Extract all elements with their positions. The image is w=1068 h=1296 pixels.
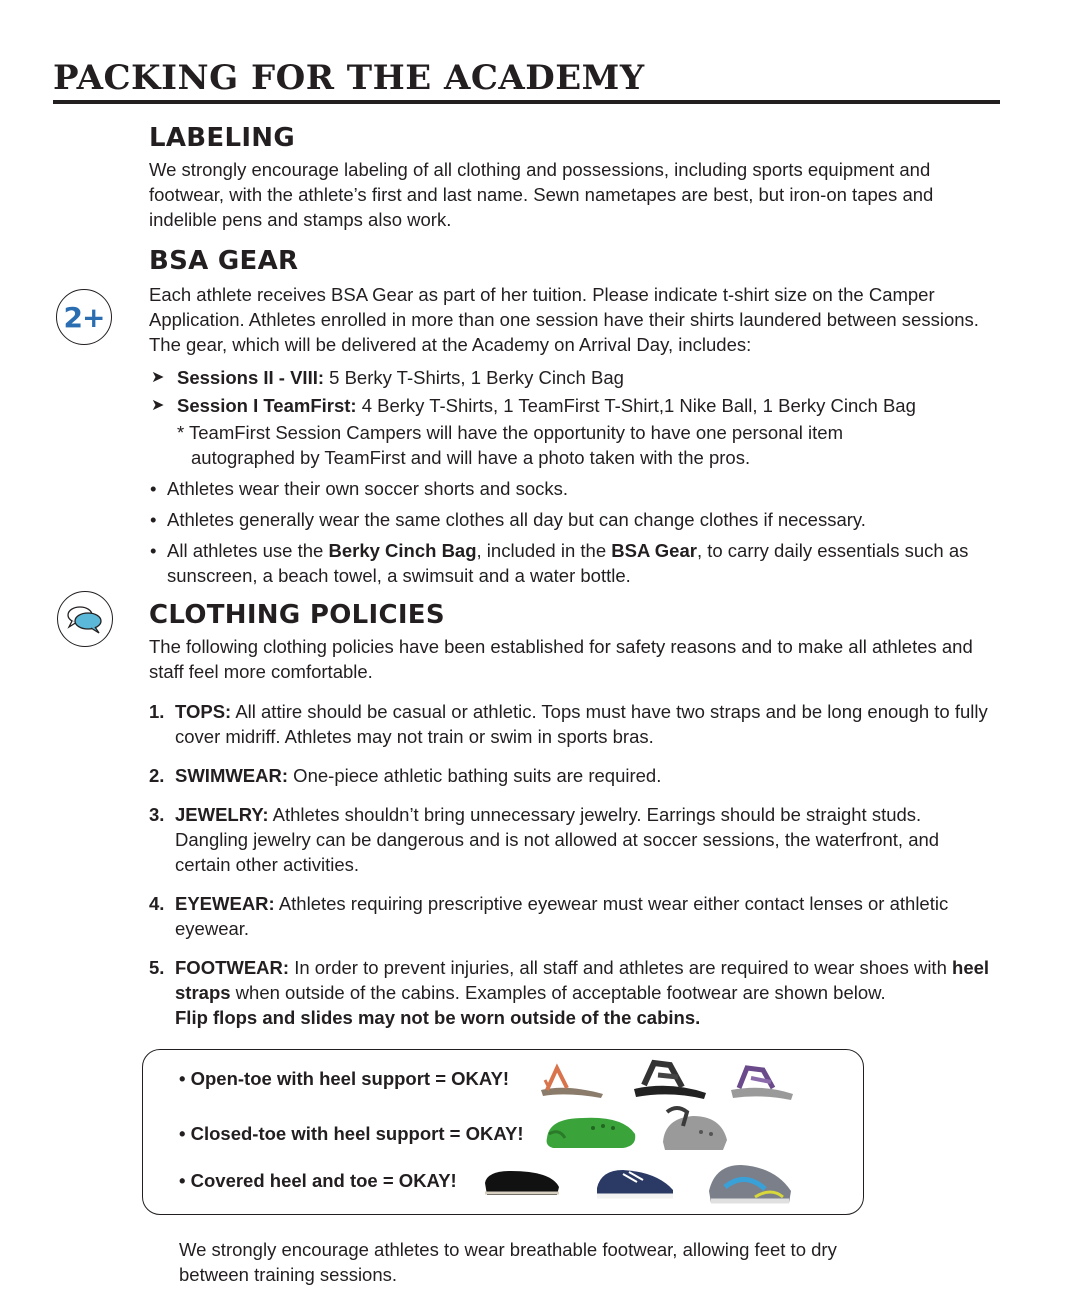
policy-number: 5. bbox=[149, 957, 165, 978]
labeling-section bbox=[149, 122, 999, 232]
bsa-gear-section bbox=[149, 245, 999, 588]
list-item: • Athletes generally wear the same clothes all day but can change clothes if necessary. bbox=[150, 509, 866, 530]
gear-item-label: Sessions II - VIII: bbox=[177, 367, 325, 388]
heel-straps-bold: heel straps bbox=[175, 957, 990, 1003]
flip-flops-warning: Flip flops and slides may not be worn outside of the cabins. bbox=[175, 1007, 701, 1028]
speech-bubbles-icon bbox=[57, 591, 113, 647]
policy-number: 3. bbox=[149, 804, 165, 825]
arrow-icon: ➤ bbox=[151, 369, 165, 386]
bsa-gear-intro: Each athlete receives BSA Gear as part of her tuition. Please indicate t-shirt size on the Camper Application. Athletes enrolled in more than one session have their shirts laundered between sessions. The gear, which will be delivered at the Academy on Arrival Day, includes: bbox=[149, 284, 979, 355]
arrow-icon: ➤ bbox=[151, 397, 165, 414]
bullet-text: , to carry daily essentials such as sunscreen, a beach towel, a swimsuit and a water bottle. bbox=[167, 540, 969, 586]
tan-sandal-icon bbox=[537, 1060, 607, 1102]
policy-jewelry bbox=[149, 802, 999, 877]
bullet-text: , included in the bbox=[476, 540, 612, 561]
list-item: • Athletes wear their own soccer shorts and socks. bbox=[150, 478, 569, 499]
gear-bullets bbox=[149, 476, 999, 588]
policy-text: All attire should be casual or athletic. Tops must have two straps and be long enough to fully cover midriff. Athletes may not train or swim in sports bras. bbox=[175, 701, 988, 747]
policy-list bbox=[149, 699, 999, 1030]
policy-number: 2. bbox=[149, 765, 165, 786]
policy-number: 1. bbox=[149, 701, 165, 722]
closed-toe-row: • Closed-toe with heel support = OKAY! bbox=[179, 1123, 524, 1144]
running-shoe-icon bbox=[705, 1157, 795, 1211]
teamfirst-note-line1: * TeamFirst Session Campers will have the opportunity to have one personal item bbox=[177, 422, 843, 443]
policy-text: Athletes shouldn’t bring unnecessary jewelry. Earrings should be straight studs. Dangling jewelry can be dangerous and is not allowed at soccer sessions, the waterfront, and certain other activities. bbox=[175, 804, 940, 875]
bsa-gear-heading: BSA GEAR bbox=[149, 246, 299, 276]
bullet-text: Athletes generally wear the same clothes all day but can change clothes if necessary. bbox=[167, 509, 866, 530]
bsa-gear-bold: BSA Gear bbox=[611, 540, 697, 561]
policy-text: when outside of the cabins. Examples of acceptable footwear are shown below. bbox=[230, 982, 886, 1003]
policy-text: Athletes requiring prescriptive eyewear must wear either contact lenses or athletic eyewear. bbox=[175, 893, 949, 939]
policy-label: TOPS: bbox=[175, 701, 232, 722]
cinch-bag-bold: Berky Cinch Bag bbox=[328, 540, 477, 561]
black-slip-on-icon bbox=[481, 1165, 563, 1199]
teamfirst-note-line2: autographed by TeamFirst and will have a photo taken with the pros. bbox=[191, 447, 751, 468]
policy-label: SWIMWEAR: bbox=[175, 765, 289, 786]
policy-swimwear bbox=[149, 763, 999, 788]
policy-tops bbox=[149, 699, 999, 749]
footwear-examples-box bbox=[142, 1049, 864, 1215]
policy-footwear bbox=[149, 955, 999, 1030]
bullet-text: All athletes use the bbox=[167, 540, 329, 561]
gear-item-text: 5 Berky T-Shirts, 1 Berky Cinch Bag bbox=[324, 367, 624, 388]
covered-row: • Covered heel and toe = OKAY! bbox=[179, 1170, 457, 1191]
policy-number: 4. bbox=[149, 893, 165, 914]
policy-eyewear bbox=[149, 891, 999, 941]
policy-text: In order to prevent injuries, all staff and athletes are required to wear shoes with bbox=[289, 957, 953, 978]
two-plus-icon-text: 2+ bbox=[63, 300, 105, 334]
clothing-policies-heading: CLOTHING POLICIES bbox=[149, 600, 445, 630]
purple-sandal-icon bbox=[727, 1058, 797, 1102]
open-toe-row: • Open-toe with heel support = OKAY! bbox=[179, 1068, 510, 1089]
labeling-body: We strongly encourage labeling of all clothing and possessions, including sports equipment and footwear, with the athlete’s first and last name. Sewn nametapes are best, but iron-on tapes and indelible pens and stamps also work. bbox=[149, 159, 934, 230]
gear-item-label: Session I TeamFirst: bbox=[177, 395, 357, 416]
policy-label: FOOTWEAR: bbox=[175, 957, 290, 978]
gray-clog-icon bbox=[657, 1102, 731, 1154]
policy-label: JEWELRY: bbox=[175, 804, 269, 825]
teamfirst-note bbox=[149, 420, 999, 470]
gear-list bbox=[149, 364, 999, 420]
policy-label: EYEWEAR: bbox=[175, 893, 275, 914]
black-sandal-icon bbox=[630, 1055, 710, 1101]
labeling-heading: LABELING bbox=[149, 123, 296, 153]
closing-note: We strongly encourage athletes to wear breathable footwear, allowing feet to dry between training sessions. bbox=[179, 1239, 837, 1285]
two-plus-icon bbox=[56, 289, 112, 345]
gear-item bbox=[149, 364, 999, 392]
gear-item bbox=[149, 392, 999, 420]
policy-text: One-piece athletic bathing suits are required. bbox=[288, 765, 662, 786]
list-item: • All athletes use the Berky Cinch Bag, included in the BSA Gear, to carry daily essentials such as sunscreen, a beach towel, a swimsuit and a water bottle. bbox=[150, 540, 969, 586]
page-title: PACKING FOR THE ACADEMY bbox=[53, 56, 1000, 104]
clothing-policies-section bbox=[149, 599, 999, 1044]
bullet-text: Athletes wear their own soccer shorts and socks. bbox=[167, 478, 569, 499]
clothing-policies-intro: The following clothing policies have been established for safety reasons and to make all athletes and staff feel more comfortable. bbox=[149, 636, 973, 682]
gear-item-text: 4 Berky T-Shirts, 1 TeamFirst T-Shirt,1 Nike Ball, 1 Berky Cinch Bag bbox=[356, 395, 916, 416]
navy-sneaker-icon bbox=[593, 1162, 677, 1204]
green-clog-icon bbox=[543, 1108, 639, 1152]
